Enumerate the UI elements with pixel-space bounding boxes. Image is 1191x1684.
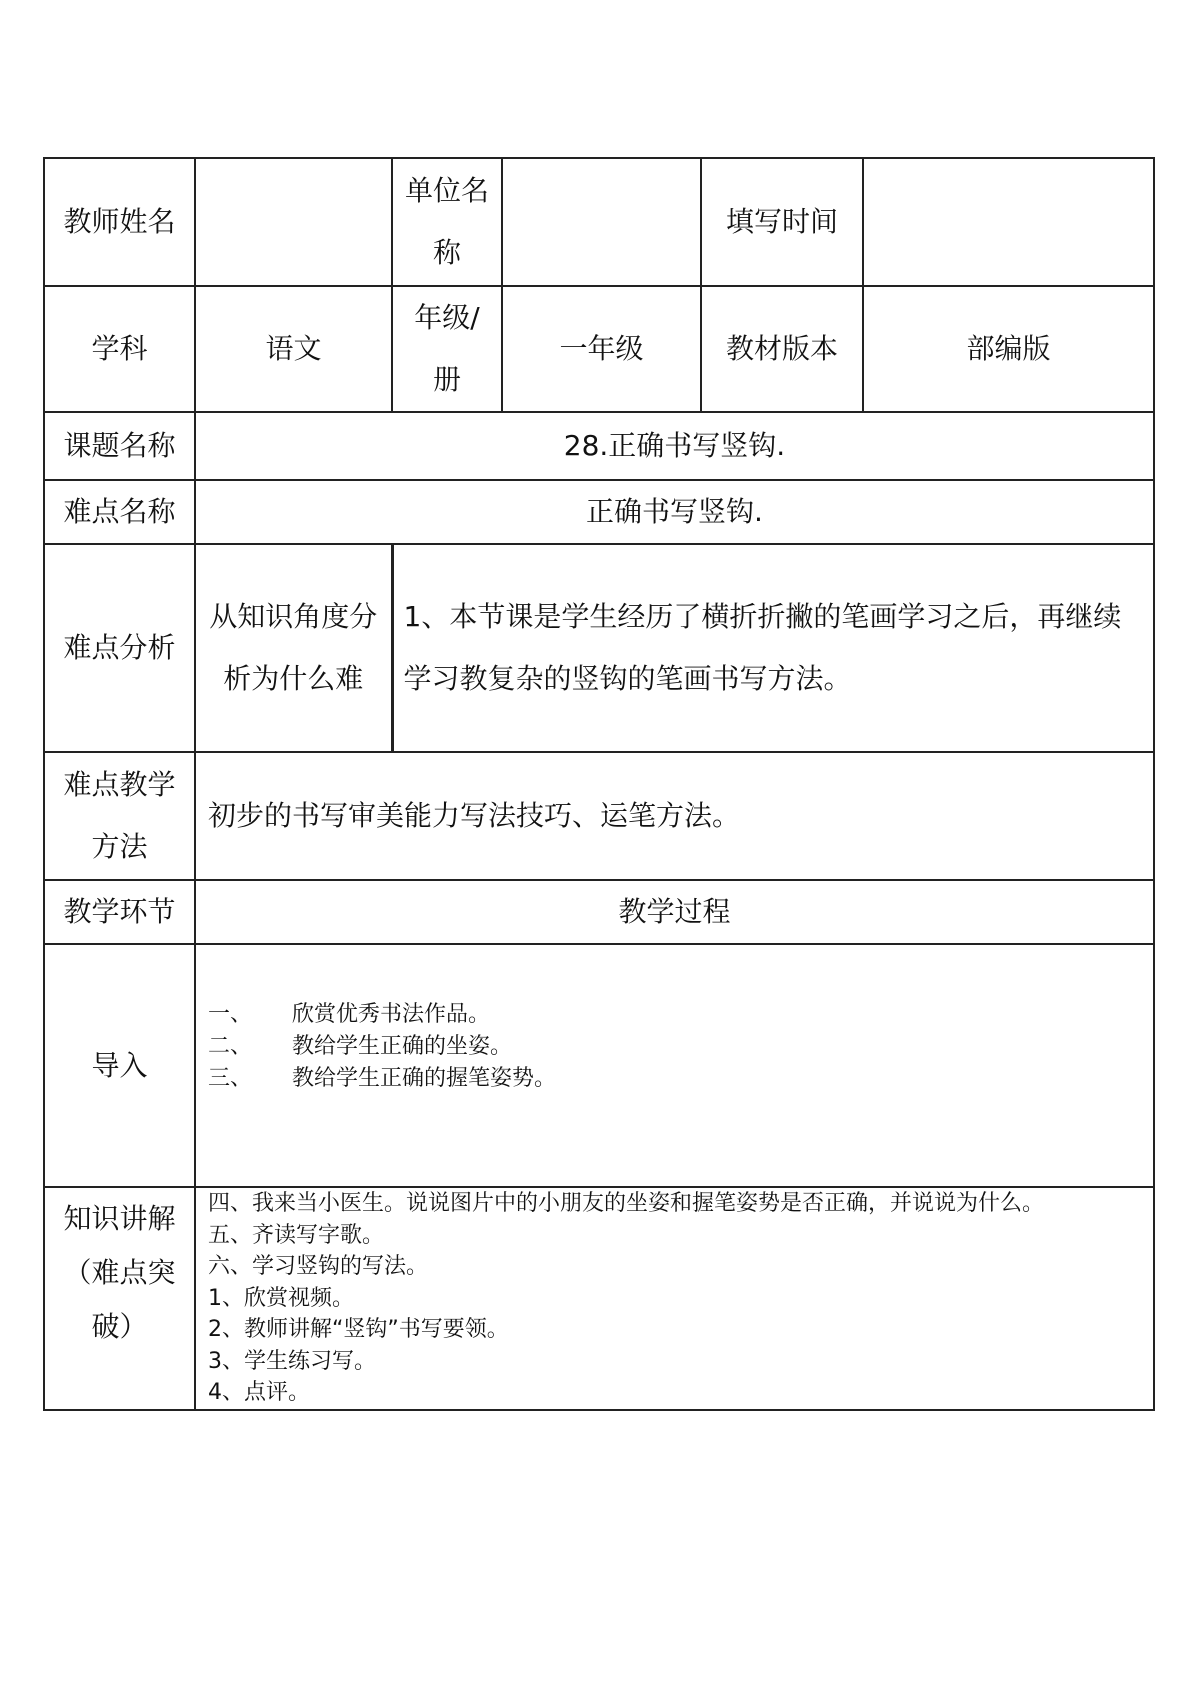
knowledge-list [195, 1187, 1154, 1410]
table-row [44, 1187, 1154, 1410]
lesson-plan-table [43, 157, 1155, 1411]
list-item [208, 1063, 1153, 1095]
knowledge-label-line1: 知识讲解 [63, 1202, 176, 1235]
list-item: 4、点评。 [208, 1380, 310, 1405]
process-step-label: 教学环节 [44, 880, 195, 944]
fill-date-label: 填写时间 [701, 158, 863, 286]
method-label-line2: 方法 [91, 830, 148, 863]
teacher-name-value [195, 158, 392, 286]
grade-label [392, 286, 502, 412]
method-label [44, 752, 195, 880]
grade-value: 一年级 [502, 286, 701, 412]
list-item-number: 一、 [208, 1002, 253, 1027]
table-row [44, 412, 1154, 480]
process-header-value: 教学过程 [195, 880, 1154, 944]
edition-label: 教材版本 [701, 286, 863, 412]
method-value: 初步的书写审美能力写法技巧、运笔方法。 [195, 752, 1154, 880]
knowledge-label-line3: 破） [91, 1310, 148, 1343]
topic-value: 28.正确书写竖钩. [195, 412, 1154, 480]
grade-label-line1: 年级/ [414, 301, 480, 334]
list-item [208, 1031, 1153, 1063]
unit-name-label [392, 158, 502, 286]
list-item-number: 二、 [208, 1034, 253, 1059]
table-row [44, 880, 1154, 944]
knowledge-label-line2: （难点突 [63, 1256, 176, 1289]
teacher-name-label: 教师姓名 [44, 158, 195, 286]
list-item: 2、教师讲解“竖钩”书写要领。 [208, 1317, 509, 1342]
method-label-line1: 难点教学 [63, 768, 176, 801]
grade-label-line2: 册 [432, 363, 461, 396]
analysis-text [392, 544, 1154, 752]
table-row [44, 544, 1154, 752]
table-row [44, 944, 1154, 1187]
list-item: 四、我来当小医生。说说图片中的小朋友的坐姿和握笔姿势是否正确，并说说为什么。 [208, 1191, 1045, 1216]
table-row [44, 158, 1154, 286]
subject-label: 学科 [44, 286, 195, 412]
list-item-number: 三、 [208, 1066, 253, 1091]
lesson-plan-sheet [43, 157, 1153, 1411]
list-item-text: 欣赏优秀书法作品。 [292, 1002, 491, 1027]
list-item: 3、学生练习写。 [208, 1348, 376, 1374]
intro-label: 导入 [44, 944, 195, 1187]
knowledge-label [44, 1187, 195, 1410]
unit-name-label-line2: 称 [432, 236, 461, 269]
edition-value: 部编版 [863, 286, 1154, 412]
list-item-text: 教给学生正确的握笔姿势。 [292, 1066, 557, 1091]
list-item: 六、学习竖钩的写法。 [208, 1254, 429, 1279]
subject-value: 语文 [195, 286, 392, 412]
analysis-sub-label [195, 544, 392, 752]
unit-name-value [502, 158, 701, 286]
table-row [44, 286, 1154, 412]
list-item: 1、欣赏视频。 [208, 1285, 354, 1311]
table-row [44, 480, 1154, 544]
list-item [208, 999, 1153, 1031]
fill-date-value [863, 158, 1154, 286]
difficulty-label: 难点名称 [44, 480, 195, 544]
unit-name-label-line1: 单位名 [404, 174, 489, 207]
analysis-sub-label-line1: 从知识角度分 [209, 600, 378, 633]
analysis-sub-label-line2: 析为什么难 [223, 662, 364, 695]
intro-list [195, 944, 1154, 1187]
analysis-text-content: 1、本节课是学生经历了横折折撇的笔画学习之后，再继续学习教复杂的竖钩的笔画书写方法。 [403, 600, 1122, 695]
analysis-label: 难点分析 [44, 544, 195, 752]
list-item: 五、齐读写字歌。 [208, 1222, 385, 1248]
table-row [44, 752, 1154, 880]
difficulty-value: 正确书写竖钩. [195, 480, 1154, 544]
topic-label: 课题名称 [44, 412, 195, 480]
list-item-text: 教给学生正确的坐姿。 [292, 1034, 513, 1059]
